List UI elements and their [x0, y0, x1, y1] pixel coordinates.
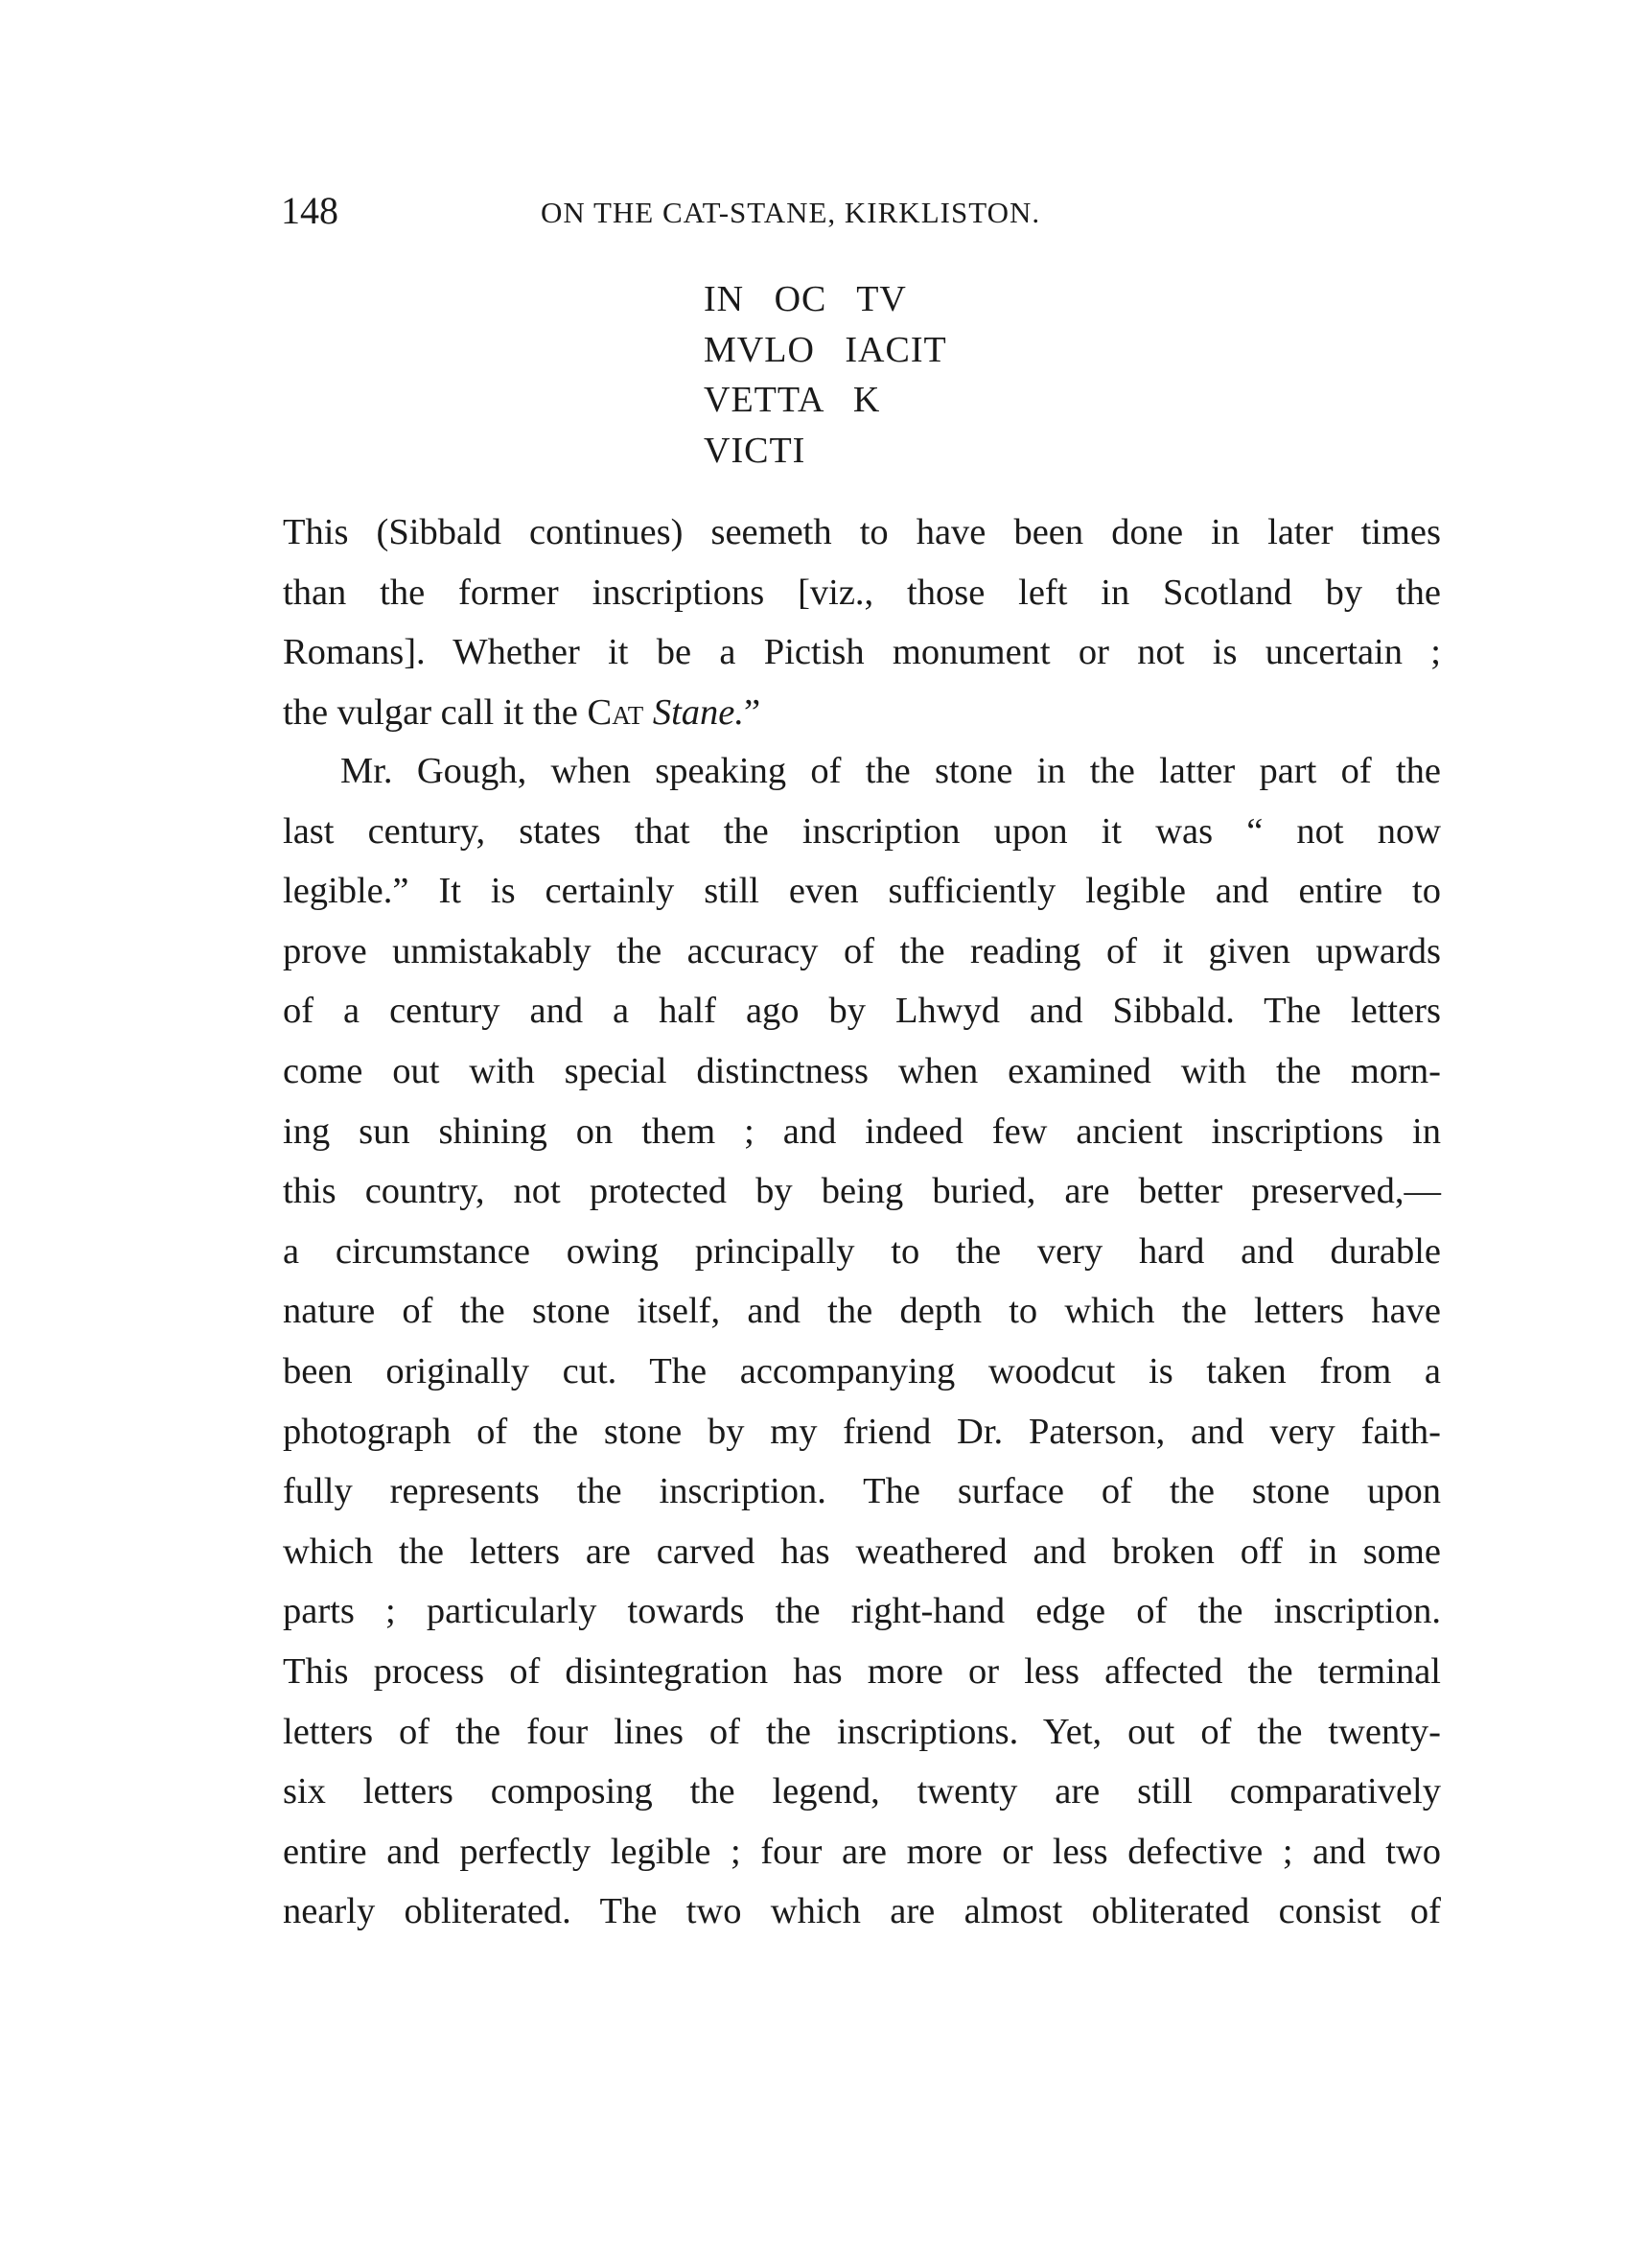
text-line: nearly obliterated. The two which are almost obliterated consist of	[283, 1891, 1441, 1932]
text-line: prove unmistakably the accuracy of the reading of it given upwards	[283, 930, 1441, 971]
text-line: come out with special distinctness when examined with the morn-	[283, 1050, 1441, 1091]
text-line: of a century and a half ago by Lhwyd and Sibbald. The letters	[283, 991, 1441, 1032]
text-line: Romans]. Whether it be a Pictish monument or not is uncertain ;	[283, 632, 1441, 673]
text-line: letters of the four lines of the inscriptions. Yet, out of the twenty-	[283, 1711, 1441, 1752]
text-line: This process of disintegration has more or less affected the terminal	[283, 1650, 1441, 1692]
text-line: Mr. Gough, when speaking of the stone in the latter part of the	[340, 751, 1441, 791]
text-line: This (Sibbald continues) seemeth to have been done in later times	[283, 512, 1441, 552]
paragraph-gough	[283, 741, 1441, 1942]
text-line: this country, not protected by being buried, are better preserved,—	[283, 1171, 1441, 1212]
smallcaps-text: Cat	[587, 691, 644, 733]
text-line: photograph of the stone by my friend Dr. Paterson, and very faith-	[283, 1411, 1441, 1452]
italic-text: Stane.	[652, 691, 744, 733]
closing-quote: ”	[744, 691, 761, 733]
page-number: 148	[281, 189, 338, 232]
inscription-block	[704, 274, 947, 476]
inscription-line: VICTI	[704, 430, 806, 471]
text-line: which the letters are carved has weathered and broken off in some	[283, 1531, 1441, 1572]
text-line: fully represents the inscription. The surface of the stone upon	[283, 1471, 1441, 1512]
text-line: a circumstance owing principally to the very hard and durable	[283, 1230, 1441, 1272]
text-fragment: the vulgar call it the	[283, 691, 588, 733]
text-line: nature of the stone itself, and the depth to which the letters have	[283, 1291, 1441, 1332]
text-line: entire and perfectly legible ; four are more or less defective ; and two	[283, 1831, 1441, 1872]
text-line: ing sun shining on them ; and indeed few ancient inscriptions in	[283, 1111, 1441, 1152]
text-line: legible.” It is certainly still even sufficiently legible and entire to	[283, 871, 1441, 912]
inscription-line: MVLO IACIT	[704, 329, 947, 370]
inscription-line: IN OC TV	[704, 279, 907, 319]
running-title: ON THE CAT-STANE, KIRKLISTON.	[541, 196, 1041, 229]
text-line: six letters composing the legend, twenty are still comparatively	[283, 1771, 1441, 1812]
text-line: last century, states that the inscription upon it was “ not now	[283, 810, 1441, 852]
paragraph-sibbald-quote	[283, 503, 1441, 742]
inscription-line: VETTA K	[704, 380, 881, 421]
text-line: than the former inscriptions [viz., those left in Scotland by the	[283, 572, 1441, 613]
text-line	[283, 683, 1441, 743]
text-line: parts ; particularly towards the right-hand edge of the inscription.	[283, 1591, 1441, 1632]
text-line: been originally cut. The accompanying woodcut is taken from a	[283, 1350, 1441, 1391]
